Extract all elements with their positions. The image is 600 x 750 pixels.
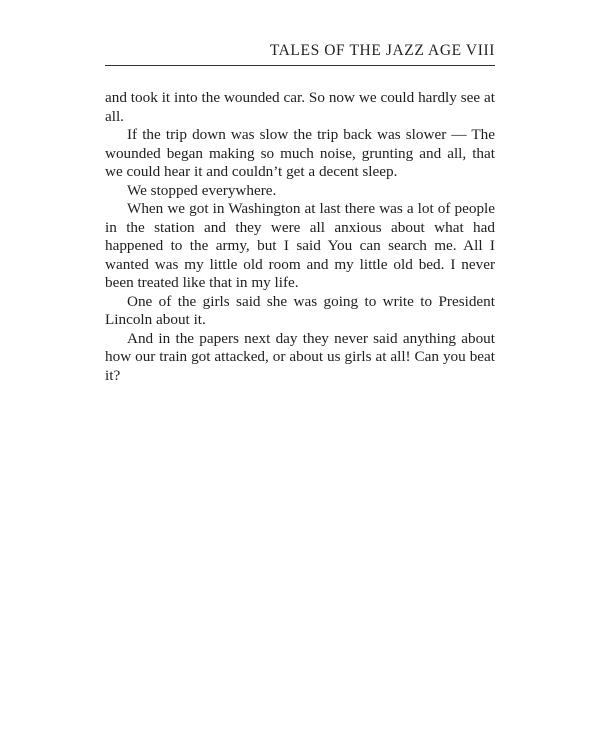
paragraph: When we got in Washington at last there was a lot of people in the station and they were all anxious about what had happened to the army, but I said You can search me. All I wanted was my little old room and my little old bed. I never been treated like that in my life. [105, 200, 495, 291]
body-text [105, 89, 495, 385]
paragraph: If the trip down was slow the trip back was slower — The wounded began making so much noise, grunting and all, that we could hear it and couldn’t get a decent sleep. [105, 126, 495, 180]
running-header: TALES OF THE JAZZ AGE VIII [269, 42, 495, 59]
paragraph-continuation: and took it into the wounded car. So now we could hardly see at all. [105, 89, 495, 125]
paragraph: One of the girls said she was going to write to President Lincoln about it. [105, 292, 495, 328]
paragraph: And in the papers next day they never said anything about how our train got attacked, or about us girls at all! Can you beat it? [105, 329, 495, 384]
header-rule [105, 65, 495, 66]
paragraph: We stopped everywhere. [127, 181, 277, 199]
